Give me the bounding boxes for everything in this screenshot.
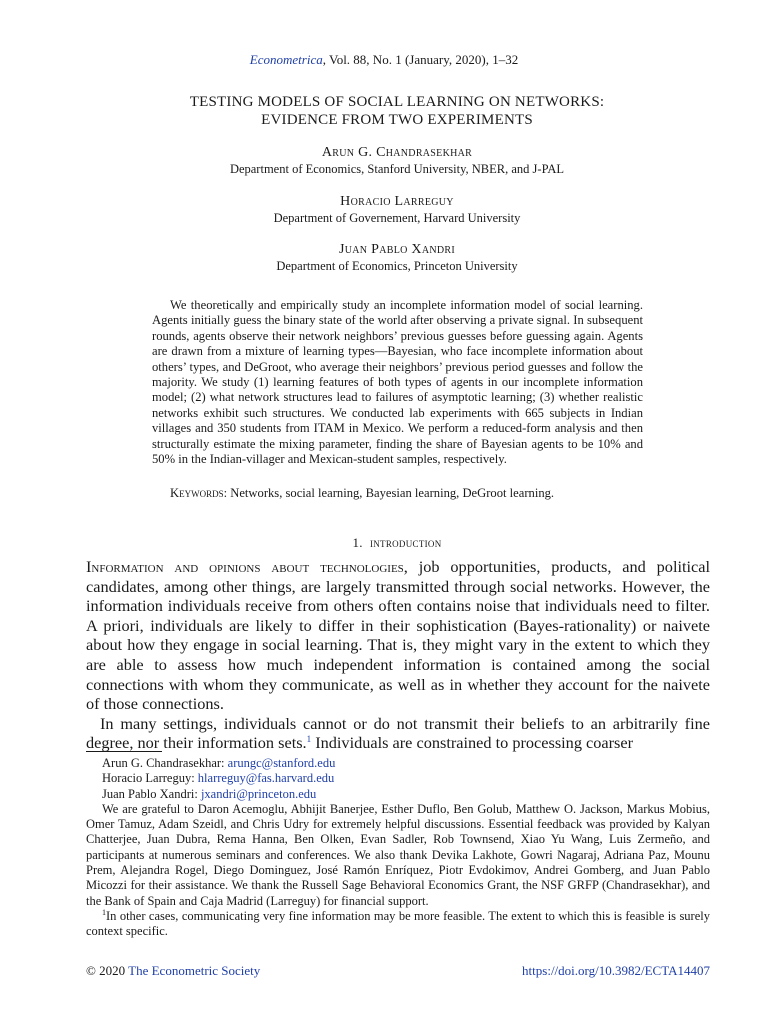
society-link[interactable]: The Econometric Society (128, 963, 261, 978)
contact-name: Juan Pablo Xandri: (102, 786, 201, 801)
author-affiliation: Department of Economics, Stanford University, NBER, and J-PAL (229, 162, 565, 176)
copyright-text: © 2020 (86, 963, 129, 978)
contact-line (86, 787, 710, 802)
journal-name-link[interactable]: Econometrica (249, 52, 323, 67)
keywords-list: Networks, social learning, Bayesian learning, DeGroot learning. (227, 486, 555, 500)
journal-volume-info: , Vol. 88, No. 1 (January, 2020), 1–32 (322, 52, 519, 67)
copyright (86, 963, 260, 979)
paragraph (86, 557, 710, 714)
paragraph-text: , job opportunities, products, and political candidates, among other things, are largely transmitted through social networks. However, the information individuals receive from others often contains noise that individuals need to filter. A priori, individuals are likely to differ in their sophistication (Bayes-rationality) or naivete about how they engage in social learning. That is, they might vary in the extent to which they are able to assess how much independent information is contained among the social connections with whom they communicate, as well as in whether they account for the naivete of those connections. (86, 557, 711, 714)
section-title: introduction (369, 535, 442, 550)
body-text (86, 557, 710, 753)
author-name: Arun G. Chandrasekhar (321, 145, 473, 160)
acknowledgments: We are grateful to Daron Acemoglu, Abhijit Banerjee, Esther Duflo, Ben Golub, Matthew O. Jackson, Markus Mobius, Omer Tamuz, Adam Szeidl, and Chris Udry for extremely helpful discussions. Essential feedback was provided by Kalyan Chatterjee, Juan Dubra, Rema Hanna, Ben Olken, Evan Sadler, Rob Townsend, Xiao Yu Wang, Luis Zermeño, and participants at numerous seminars and conferences. We also thank Devika Lakhote, Gowri Nagaraj, Adriana Paz, Mounu Prem, Alejandra Rogel, Diego Dominguez, José Ramón Enríquez, Piotr Evdokimov, Andrei Gomberg, and Juan Pablo Micozzi for their assistance. We thank the Russell Sage Behavioral Economics Grant, the NSF GRFP (Chandrasekhar), and the Bank of Spain and Caja Madrid (Larreguy) for financial support. (86, 801, 710, 908)
title-line-1: TESTING MODELS OF SOCIAL LEARNING ON NETWORKS: (189, 94, 605, 110)
footnote-ref-link[interactable]: 1 (306, 734, 312, 745)
author-block-3 (0, 241, 768, 274)
author-affiliation: Department of Governement, Harvard University (273, 211, 521, 225)
paragraph-lead: Information and opinions about technologies (86, 557, 404, 576)
email-link[interactable]: jxandri@princeton.edu (200, 786, 317, 801)
paragraph-text: In many settings, individuals cannot or do not transmit their beliefs to an arbitrarily fine degree, nor their information sets. (86, 713, 710, 753)
title-line-2: EVIDENCE FROM TWO EXPERIMENTS (261, 112, 533, 128)
footnotes (86, 756, 710, 940)
author-block-1 (0, 144, 768, 177)
keywords (170, 486, 650, 501)
contact-name: Horacio Larreguy: (102, 771, 198, 786)
author-name: Horacio Larreguy (340, 194, 454, 209)
paragraph-text: Individuals are constrained to processing coarser (311, 733, 634, 753)
journal-citation (0, 52, 768, 68)
abstract-text: We theoretically and empirically study an incomplete information model of social learning. Agents initially guess the binary state of the world after observing a private signal. In subsequent rounds, agents observe their network neighbors’ previous guesses before guessing again. Agents are drawn from a mixture of learning types—Bayesian, who face incomplete information about others’ types, and DeGroot, who average their neighbors’ previous period guesses and follow the majority. We study (1) learning features of both types of agents in our incomplete information model; (2) what network structures lead to failures of asymptotic learning; (3) whether realistic networks exhibit such structures. We conducted lab experiments with 665 subjects in Indian villages and 350 students from ITAM in Mexico. We perform a reduced-form analysis and then structurally estimate the mixing parameter, finding the share of Bayesian agents to be 10% and 50% in the Indian-villager and Mexican-student samples, respectively. (152, 298, 643, 467)
section-number: 1. (352, 535, 363, 550)
footnote-divider (86, 751, 162, 752)
author-affiliation: Department of Economics, Princeton University (276, 259, 518, 273)
section-heading (0, 535, 768, 551)
footnote-text: In other cases, communicating very fine information may be more feasible. The extent to which this is feasible is surely context specific. (86, 908, 710, 939)
footnote-1 (86, 909, 710, 940)
author-block-2 (0, 193, 768, 226)
contact-line (86, 756, 710, 771)
keywords-label: Keywords: (170, 486, 228, 500)
contact-name: Arun G. Chandrasekhar: (102, 756, 228, 770)
contact-line (86, 771, 710, 786)
email-link[interactable]: hlarreguy@fas.harvard.edu (197, 771, 335, 786)
email-link[interactable]: arungc@stanford.edu (227, 756, 336, 770)
footnote-mark: 1 (102, 907, 106, 917)
doi-link[interactable]: https://doi.org/10.3982/ECTA14407 (522, 963, 710, 978)
abstract (152, 298, 643, 467)
page-footer (86, 963, 710, 979)
paper-title (0, 93, 768, 129)
paragraph (86, 714, 710, 753)
author-name: Juan Pablo Xandri (339, 242, 455, 257)
